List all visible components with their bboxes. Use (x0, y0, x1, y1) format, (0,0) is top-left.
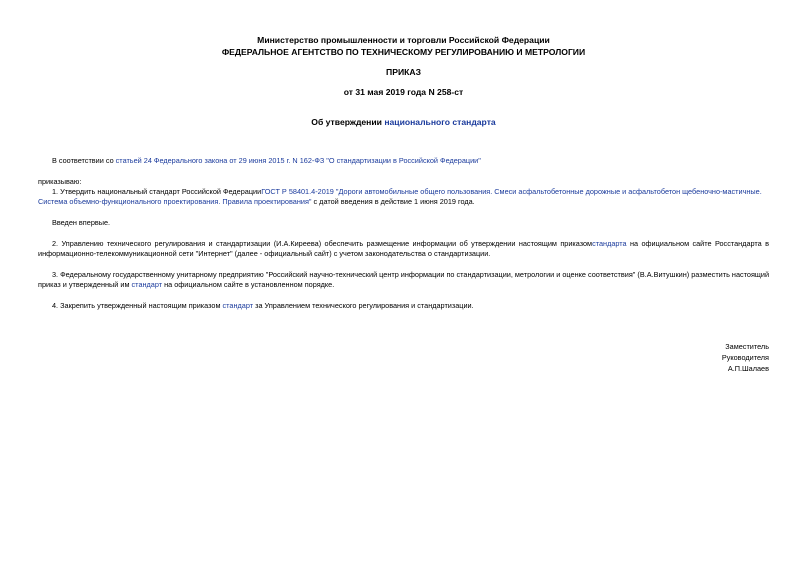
order-word: приказываю: (38, 177, 82, 186)
item1-line1 (52, 187, 762, 198)
intro-law-link[interactable]: статьей 24 Федерального закона от 29 июня 2015 г. N 162-ФЗ "О стандартизации в Российской Федерации" (115, 156, 481, 165)
agency-name: ФЕДЕРАЛЬНОЕ АГЕНТСТВО ПО ТЕХНИЧЕСКОМУ РЕГУЛИРОВАНИЮ И МЕТРОЛОГИИ (221, 47, 586, 57)
doc-title (0, 117, 807, 127)
doc-title-link[interactable]: национального стандарта (384, 117, 496, 127)
introduced-note: Введен впервые. (52, 218, 111, 227)
item4-standard-link[interactable]: стандарт (222, 301, 254, 310)
doc-date-number: от 31 мая 2019 года N 258-ст (343, 87, 464, 97)
item1-gost-link[interactable]: ГОСТ Р 58401.4-2019 "Дороги автомобильные общего пользования. Смеси асфальтобетонные дорожные и асфальтобетон щебеночно-мастичные. (261, 187, 762, 196)
signature-name: А.П.Шалаев (727, 364, 769, 373)
item1-line2 (38, 197, 475, 208)
item2-mid: на официальном сайте Росстандарта в (626, 239, 769, 248)
item4-prefix: 4. Закрепить утвержденный настоящим приказом (52, 301, 223, 310)
doc-title-prefix: Об утверждении (311, 117, 385, 127)
item1-prefix: 1. Утвердить национальный стандарт Российской Федерации (52, 187, 262, 196)
item3-prefix: приказ и утвержденный им (38, 280, 132, 289)
item3-standard-link[interactable]: стандарт (131, 280, 163, 289)
item3-line2 (38, 280, 334, 291)
item1-suffix: с датой введения в действие 1 июня 2019 года. (311, 197, 475, 206)
item2-line2: информационно-телекоммуникационной сети "Интернет" (далее - официальный сайт) с учетом законодательства о стандартизации. (38, 249, 491, 258)
intro-prefix: В соответствии со (52, 156, 116, 165)
item1-gost-link-cont[interactable]: Система объемно-функционального проектирования. Правила проектирования" (38, 197, 312, 206)
item4-suffix: за Управлением технического регулирования и стандартизации. (253, 301, 474, 310)
signature-position-2: Руководителя (721, 353, 769, 362)
ministry-name: Министерство промышленности и торговли Российской Федерации (257, 35, 550, 45)
item4 (52, 301, 474, 312)
item2-line1 (52, 239, 769, 250)
signature-position-1: Заместитель (725, 342, 769, 351)
item3-suffix: на официальном сайте в установленном порядке. (162, 280, 335, 289)
item3-line1: 3. Федеральному государственному унитарному предприятию "Российский научно-технический центр информации по стандартизации, метрологии и оценке соответствия" (В.А.Витушкин) разместить настоящий (52, 270, 770, 279)
item2-prefix: 2. Управлению технического регулирования и стандартизации (И.А.Киреева) обеспечить размещение информации об утверждении настоящим приказом (52, 239, 593, 248)
doc-type: ПРИКАЗ (386, 67, 421, 77)
item2-standard-link[interactable]: стандарта (592, 239, 627, 248)
intro-paragraph (52, 156, 481, 167)
